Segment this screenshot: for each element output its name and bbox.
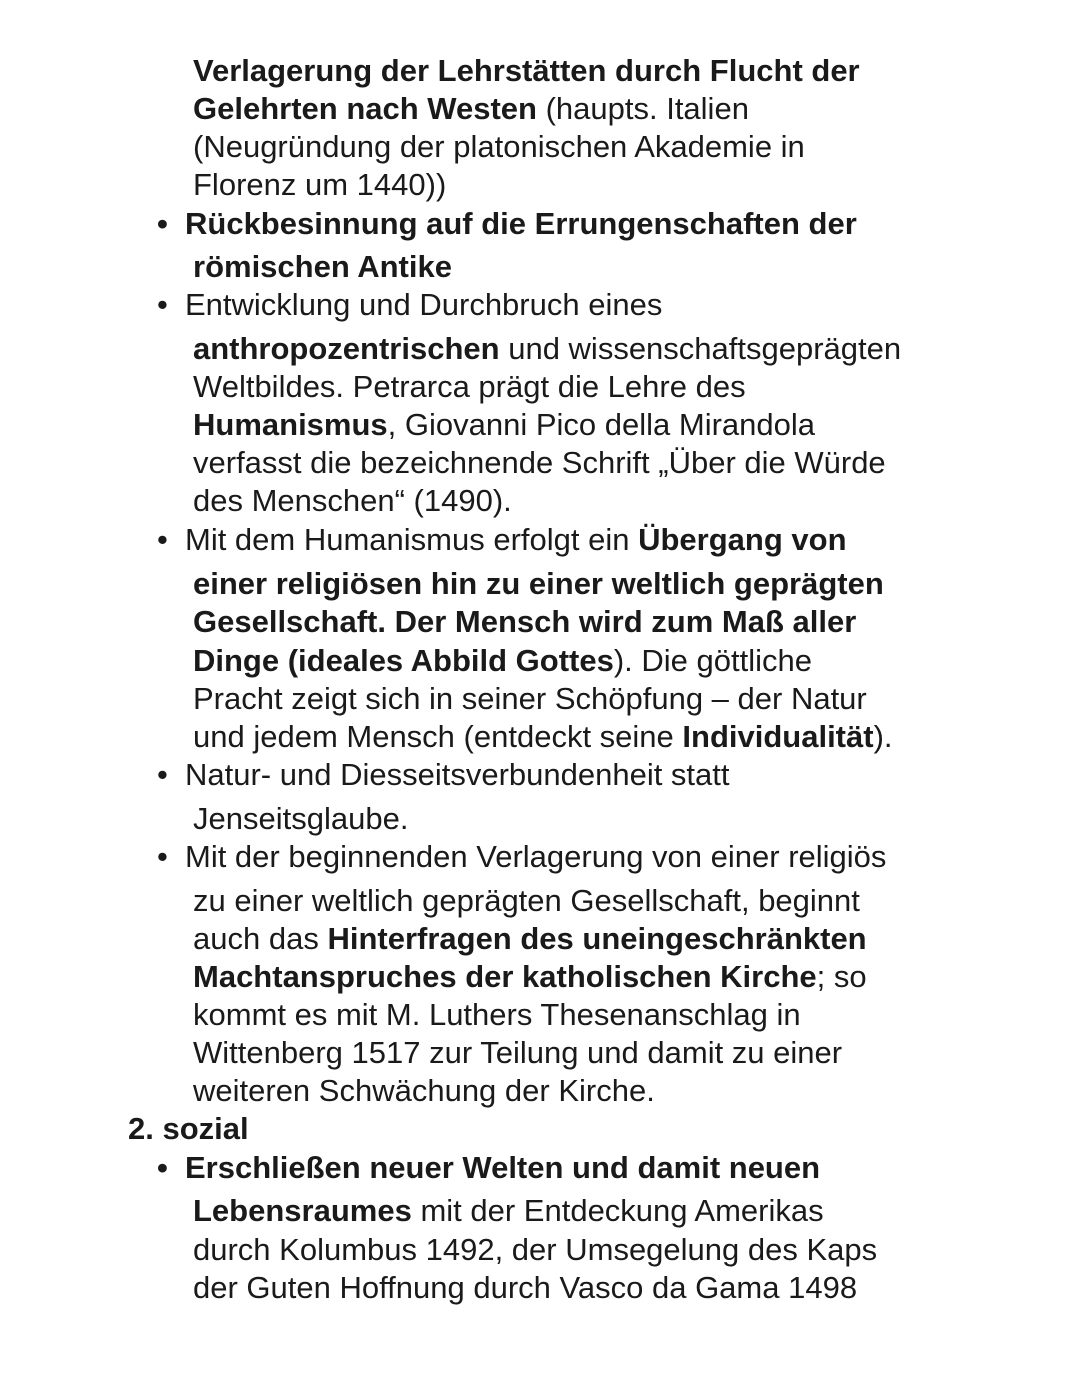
bullet-5-text: ; so <box>816 959 867 994</box>
bullet-icon: • <box>157 839 168 874</box>
bullet-3-bold: Individualität <box>682 719 874 754</box>
intro-line-2 <box>193 90 749 128</box>
bullet-2-bold: anthropozentrischen <box>193 331 500 366</box>
intro-line-4: Florenz um 1440)) <box>193 167 447 202</box>
bullet-5-bold: Hinterfragen des uneingeschränkten <box>327 921 867 956</box>
section-heading: 2. sozial <box>128 1111 249 1146</box>
bullet-4-line-1 <box>157 756 730 794</box>
intro-text: (haupts. Italien <box>536 91 749 126</box>
bullet-3-line-3: Gesellschaft. Der Mensch wird zum Maß aller <box>193 604 857 639</box>
bullet-2-line-5: verfasst die bezeichnende Schrift „Über die Würde <box>193 445 886 480</box>
bullet-5-line-3 <box>193 920 867 958</box>
bullet-5-line-5: kommt es mit M. Luthers Thesenanschlag in <box>193 997 801 1032</box>
bullet-3-line-5: Pracht zeigt sich in seiner Schöpfung – der Natur <box>193 681 867 716</box>
bullet-icon: • <box>157 522 168 557</box>
intro-bold: Gelehrten nach Westen <box>193 91 537 126</box>
bullet-icon: • <box>157 206 168 241</box>
bullet-1-line-1 <box>157 205 857 243</box>
bullet-4-text: Natur- und Diesseitsverbundenheit statt <box>185 757 730 792</box>
intro-line-1: Verlagerung der Lehrstätten durch Flucht der <box>193 53 860 88</box>
bullet-5-text: Mit der beginnenden Verlagerung von einer religiös <box>185 839 887 874</box>
bullet-2-line-2 <box>193 330 901 368</box>
bullet-6-line-4: der Guten Hoffnung durch Vasco da Gama 1498 <box>193 1270 858 1305</box>
bullet-2-line-1 <box>157 286 662 324</box>
bullet-6-line-2 <box>193 1192 824 1230</box>
bullet-4-line-2: Jenseitsglaube. <box>193 801 409 836</box>
bullet-icon: • <box>157 287 168 322</box>
bullet-6-text: mit der Entdeckung Amerikas <box>411 1193 824 1228</box>
bullet-3-line-4 <box>193 642 812 680</box>
bullet-3-bold: Dinge (ideales Abbild Gottes <box>193 643 614 678</box>
bullet-6-bold: Lebensraumes <box>193 1193 412 1228</box>
bullet-icon: • <box>157 1150 168 1185</box>
bullet-3-line-1 <box>157 521 847 559</box>
bullet-3-line-2: einer religiösen hin zu einer weltlich geprägten <box>193 566 884 601</box>
bullet-1-line-2: römischen Antike <box>193 249 452 284</box>
bullet-5-bold: Machtanspruches der katholischen Kirche <box>193 959 817 994</box>
bullet-2-text: Entwicklung und Durchbruch eines <box>185 287 663 322</box>
bullet-2-line-6: des Menschen“ (1490). <box>193 483 512 518</box>
bullet-6-text: Erschließen neuer Welten und damit neuen <box>185 1150 821 1185</box>
bullet-5-line-2: zu einer weltlich geprägten Gesellschaft, beginnt <box>193 883 860 918</box>
bullet-5-line-7: weiteren Schwächung der Kirche. <box>193 1073 655 1108</box>
bullet-5-line-1 <box>157 838 886 876</box>
bullet-2-text: , Giovanni Pico della Mirandola <box>387 407 816 442</box>
bullet-icon: • <box>157 757 168 792</box>
bullet-1-text: Rückbesinnung auf die Errungenschaften der <box>185 206 857 241</box>
bullet-3-text: ). Die göttliche <box>613 643 812 678</box>
bullet-3-line-6 <box>193 718 893 756</box>
bullet-3-text: und jedem Mensch (entdeckt seine <box>193 719 683 754</box>
bullet-5-text: auch das <box>193 921 328 956</box>
bullet-2-bold: Humanismus <box>193 407 388 442</box>
bullet-5-line-6: Wittenberg 1517 zur Teilung und damit zu einer <box>193 1035 843 1070</box>
bullet-2-text: und wissenschaftsgeprägten <box>499 331 902 366</box>
bullet-3-text: ). <box>873 719 893 754</box>
intro-line-3: (Neugründung der platonischen Akademie in <box>193 129 805 164</box>
bullet-2-line-3: Weltbildes. Petrarca prägt die Lehre des <box>193 369 746 404</box>
bullet-5-line-4 <box>193 958 867 996</box>
bullet-3-text: Mit dem Humanismus erfolgt ein <box>185 522 639 557</box>
bullet-3-bold: Übergang von <box>638 522 847 557</box>
bullet-6-line-1 <box>157 1149 820 1187</box>
bullet-6-line-3: durch Kolumbus 1492, der Umsegelung des Kaps <box>193 1232 878 1267</box>
bullet-2-line-4 <box>193 406 815 444</box>
